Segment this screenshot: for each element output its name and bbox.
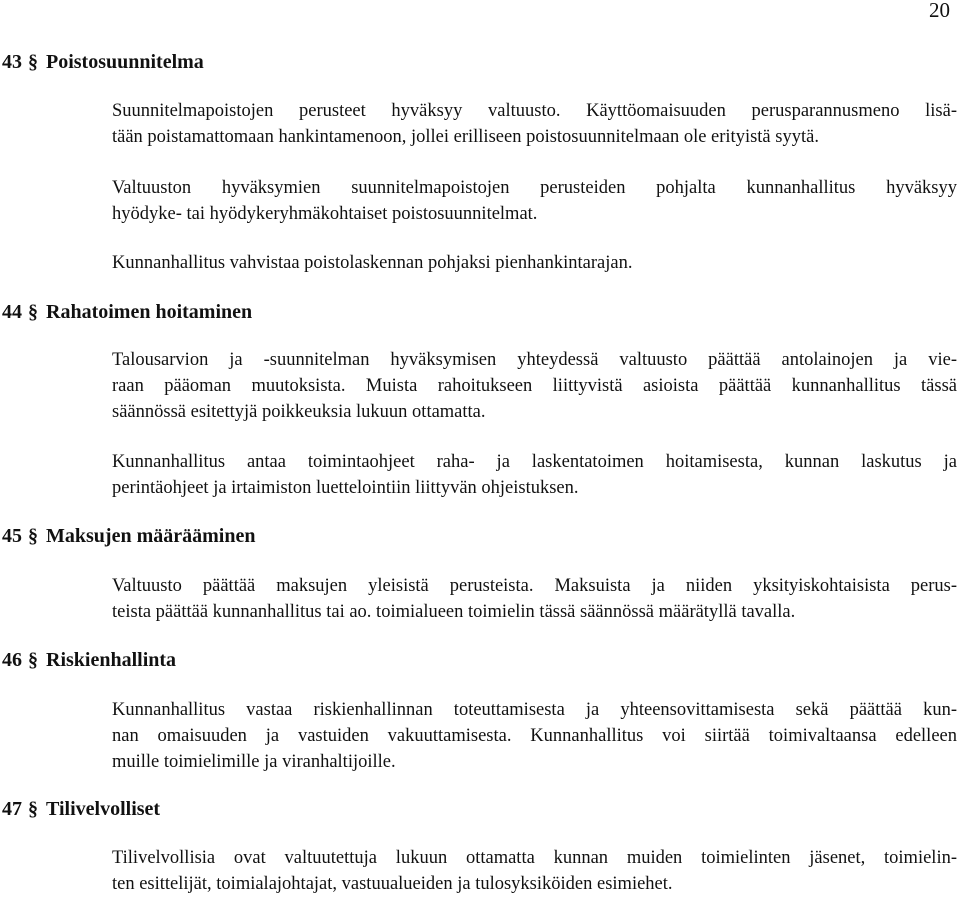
paragraph-45-1 (112, 573, 957, 625)
text-line: nan omaisuuden ja vastuiden vakuuttamisesta. Kunnanhallitus voi siirtää toimivaltaansa edelleen (112, 726, 957, 746)
paragraph-43-2 (112, 175, 957, 227)
text-line: muille toimielimille ja viranhaltijoille. (112, 752, 396, 772)
text-line: Kunnanhallitus vahvistaa poistolaskennan pohjaksi pienhankintarajan. (112, 253, 633, 273)
text-line: perintäohjeet ja irtaimiston luettelointiin liittyvän ohjeistuksen. (112, 478, 579, 498)
section-heading-43 (2, 49, 204, 75)
section-symbol: § (28, 525, 38, 547)
text-line: Valtuuston hyväksymien suunnitelmapoistojen perusteiden pohjalta kunnanhallitus hyväksyy (112, 178, 957, 198)
text-line: ten esittelijät, toimialajohtajat, vastuualueiden ja tulosyksiköiden esimiehet. (112, 874, 673, 894)
section-title: Rahatoimen hoitaminen (46, 301, 253, 323)
text-line: Kunnanhallitus vastaa riskienhallinnan toteuttamisesta ja yhteensovittamisesta sekä päättää kun- (112, 700, 957, 720)
section-number: 46 (2, 649, 22, 671)
page-number: 20 (929, 0, 950, 22)
section-number: 44 (2, 301, 22, 323)
section-number: 47 (2, 798, 22, 820)
text-line: teista päättää kunnanhallitus tai ao. toimialueen toimielin tässä säännössä määrätyllä tavalla. (112, 602, 796, 622)
text-line: säännössä esitettyjä poikkeuksia lukuun ottamatta. (112, 402, 486, 422)
text-line: tään poistamattomaan hankintamenoon, jollei erilliseen poistosuunnitelmaan ole erityistä syytä. (112, 127, 819, 147)
section-heading-46 (2, 647, 176, 673)
section-symbol: § (28, 649, 38, 671)
section-title: Poistosuunnitelma (46, 51, 204, 73)
section-number: 43 (2, 51, 22, 73)
section-number: 45 (2, 525, 22, 547)
section-title: Tilivelvolliset (46, 798, 161, 820)
text-line: Valtuusto päättää maksujen yleisistä perusteista. Maksuista ja niiden yksityiskohtaisista perus- (112, 576, 957, 596)
section-heading-44 (2, 299, 252, 325)
section-heading-47 (2, 796, 160, 822)
paragraph-47-1 (112, 845, 957, 897)
section-title: Riskienhallinta (46, 649, 177, 671)
section-title: Maksujen määrääminen (46, 525, 256, 547)
section-symbol: § (28, 51, 38, 73)
section-symbol: § (28, 301, 38, 323)
paragraph-44-2 (112, 449, 957, 501)
paragraph-44-1 (112, 347, 957, 425)
text-line: hyödyke- tai hyödykeryhmäkohtaiset poistosuunnitelmat. (112, 204, 538, 224)
section-symbol: § (28, 798, 38, 820)
text-line: Tilivelvollisia ovat valtuutettuja lukuun ottamatta kunnan muiden toimielinten jäsenet, toimielin- (112, 848, 957, 868)
paragraph-43-3 (112, 250, 957, 276)
text-line: Talousarvion ja -suunnitelman hyväksymisen yhteydessä valtuusto päättää antolainojen ja vie- (112, 350, 957, 370)
text-line: Suunnitelmapoistojen perusteet hyväksyy valtuusto. Käyttöomaisuuden perusparannusmeno lisä- (112, 101, 957, 121)
section-heading-45 (2, 523, 255, 549)
text-line: Kunnanhallitus antaa toimintaohjeet raha- ja laskentatoimen hoitamisesta, kunnan laskutus ja (112, 452, 957, 472)
paragraph-43-1 (112, 98, 957, 150)
paragraph-46-1 (112, 697, 957, 775)
text-line: raan pääoman muutoksista. Muista rahoitukseen liittyvistä asioista päättää kunnanhallitus tässä (112, 376, 957, 396)
